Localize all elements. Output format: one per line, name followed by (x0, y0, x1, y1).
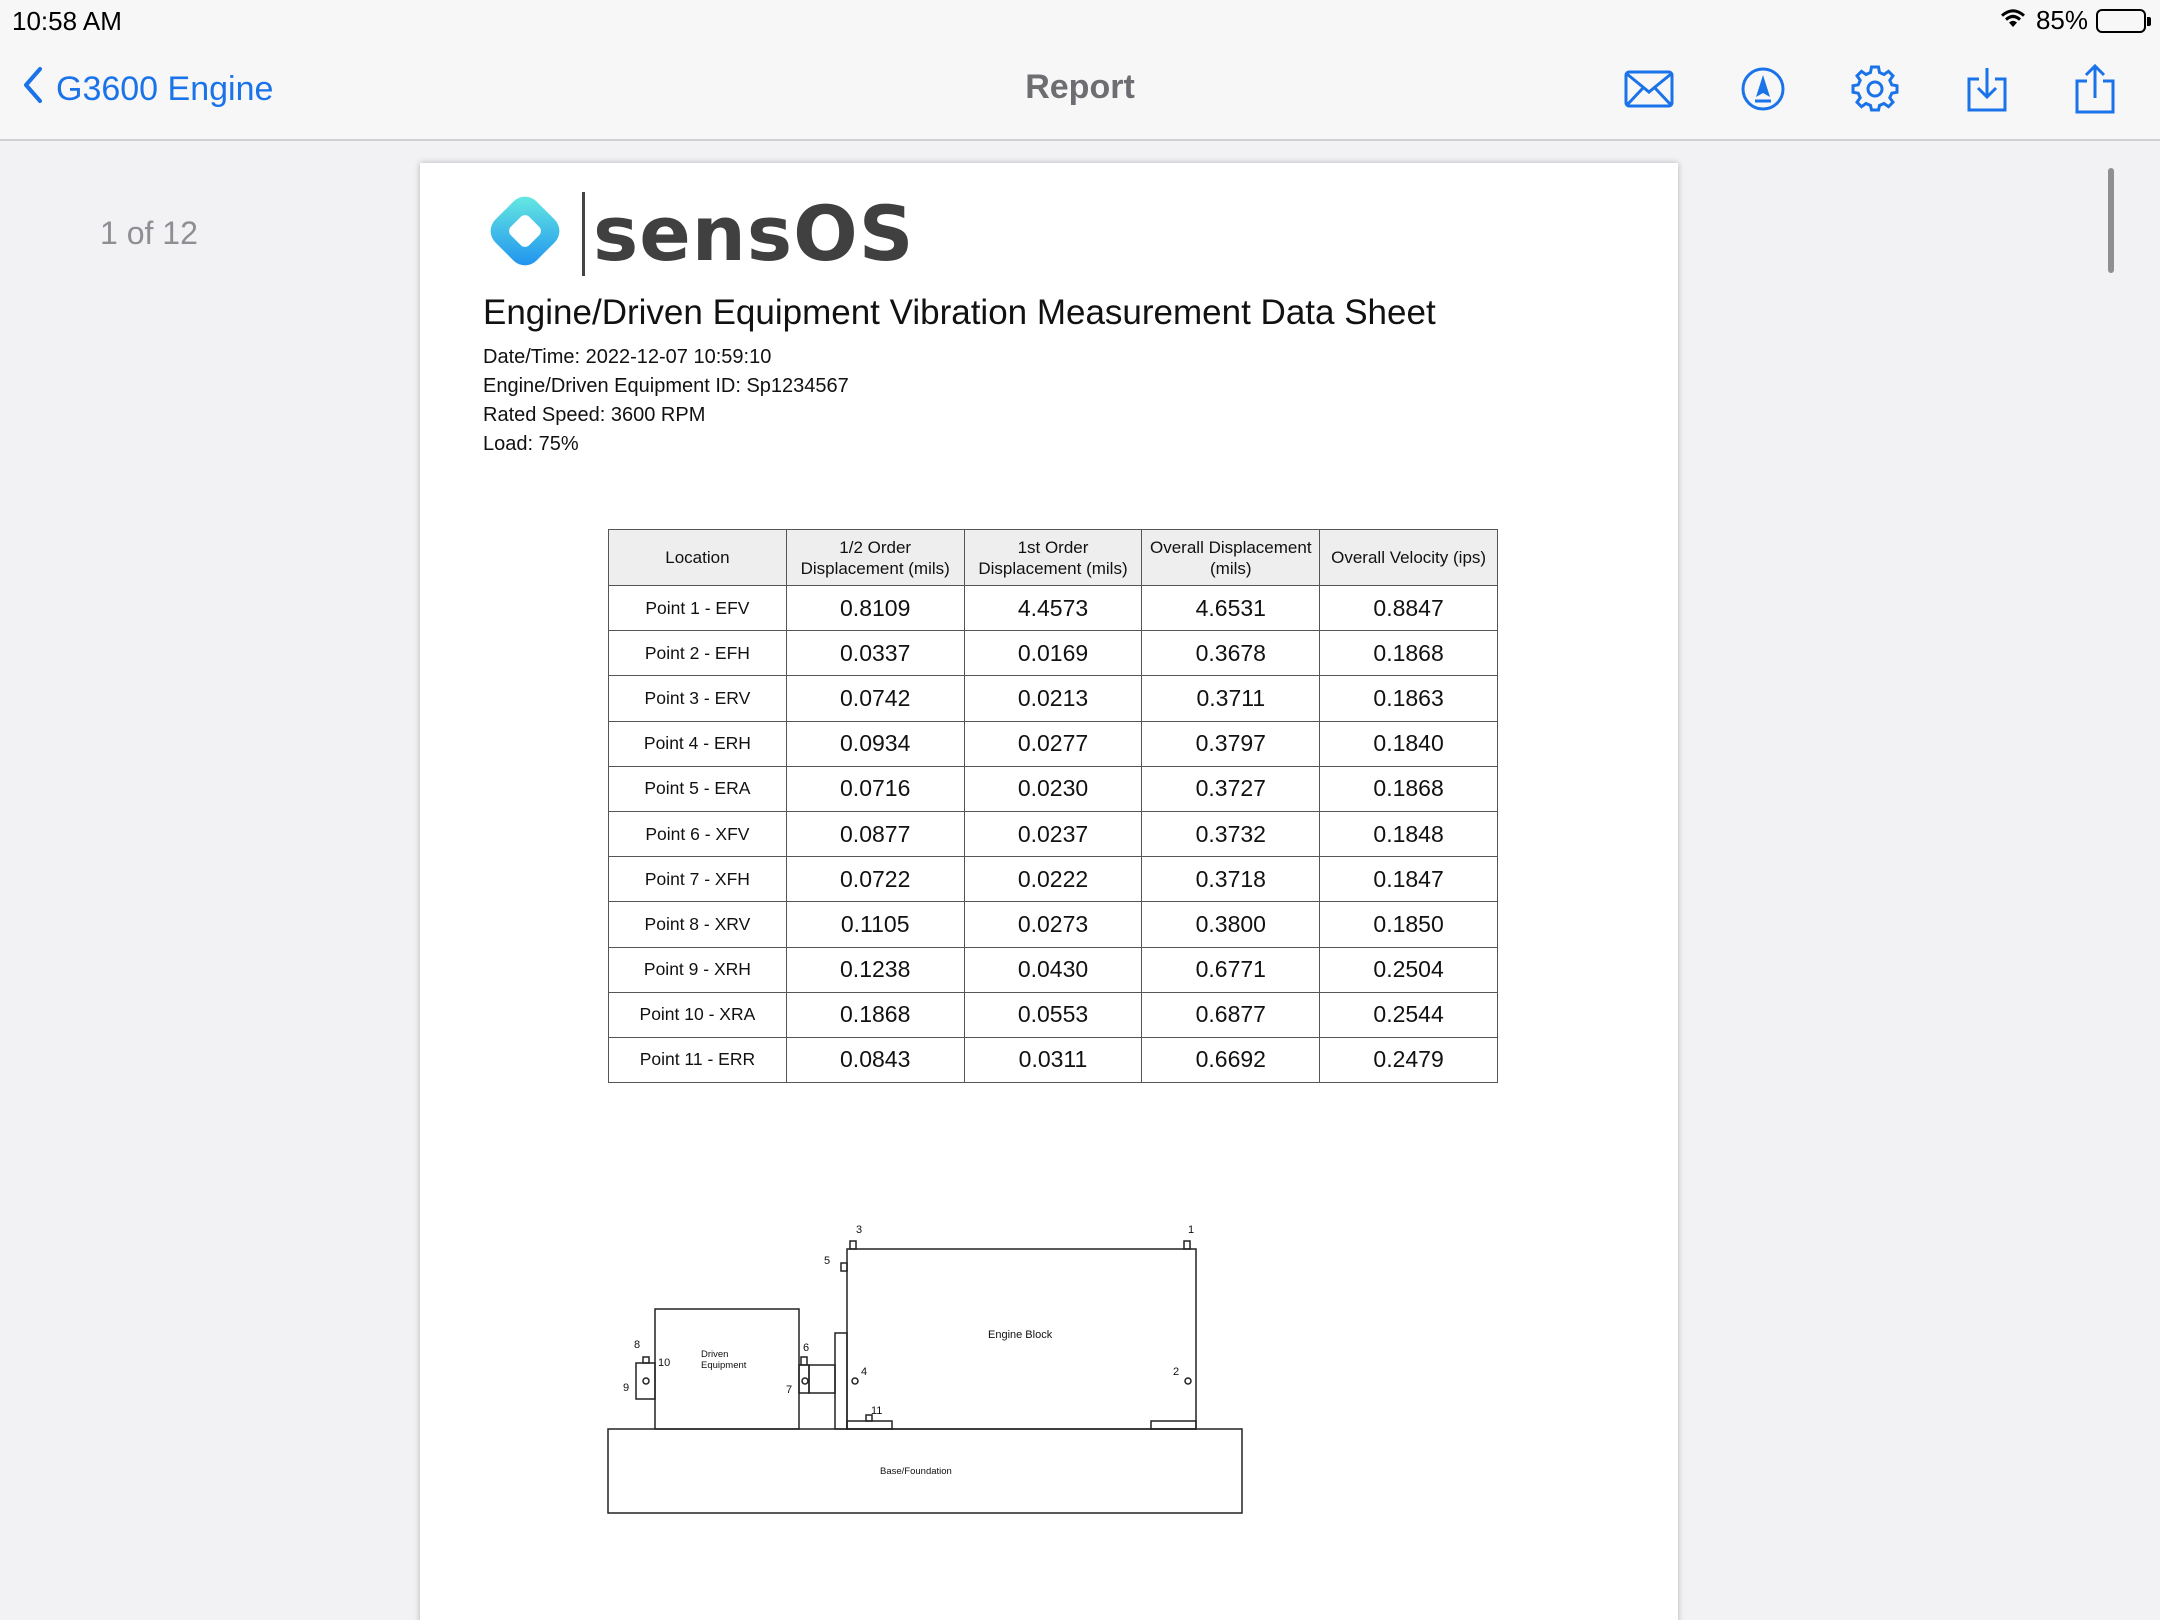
value-cell: 0.0311 (964, 1037, 1142, 1082)
value-cell: 0.3732 (1142, 811, 1320, 856)
value-cell: 0.6692 (1142, 1037, 1320, 1082)
value-cell: 0.3797 (1142, 721, 1320, 766)
value-cell: 0.1868 (1320, 766, 1498, 811)
table-header-row (609, 530, 1498, 586)
column-header: Location (609, 530, 787, 586)
column-header: Overall Displacement (mils) (1142, 530, 1320, 586)
meta-equipment-id: Engine/Driven Equipment ID: Sp1234567 (483, 375, 849, 397)
table-row (609, 766, 1498, 811)
location-cell: Point 8 - XRV (609, 902, 787, 947)
table-row (609, 721, 1498, 766)
value-cell: 0.6771 (1142, 947, 1320, 992)
status-indicators (1998, 5, 2146, 36)
wifi-icon (1998, 5, 2028, 36)
value-cell: 0.1850 (1320, 902, 1498, 947)
equipment-diagram (606, 1131, 1306, 1620)
value-cell: 0.6877 (1142, 992, 1320, 1037)
page-counter: 1 of 12 (100, 215, 198, 251)
value-cell: 0.3718 (1142, 857, 1320, 902)
table-row (609, 1037, 1498, 1082)
logo-text: sensOS (593, 189, 915, 278)
value-cell: 0.0337 (786, 631, 964, 676)
table-row (609, 992, 1498, 1037)
value-cell: 0.0169 (964, 631, 1142, 676)
location-cell: Point 5 - ERA (609, 766, 787, 811)
location-cell: Point 11 - ERR (609, 1037, 787, 1082)
location-cell: Point 10 - XRA (609, 992, 787, 1037)
meta-rated-speed: Rated Speed: 3600 RPM (483, 404, 706, 426)
column-header: Overall Velocity (ips) (1320, 530, 1498, 586)
battery-percent: 85% (2035, 5, 2088, 35)
point-label-8: 8 (634, 1339, 641, 1351)
sensos-logo (482, 188, 914, 279)
nav-title: Report (1025, 68, 1135, 106)
value-cell: 0.0843 (786, 1037, 964, 1082)
table-row (609, 857, 1498, 902)
value-cell: 0.2504 (1320, 947, 1498, 992)
value-cell: 0.1105 (786, 902, 964, 947)
download-icon[interactable] (1960, 62, 2014, 116)
markup-icon[interactable] (1736, 62, 1790, 116)
value-cell: 0.1848 (1320, 811, 1498, 856)
navigation-bar (0, 40, 2160, 141)
value-cell: 0.0222 (964, 857, 1142, 902)
value-cell: 0.0934 (786, 721, 964, 766)
engine-block-label: Engine Block (988, 1329, 1053, 1341)
value-cell: 4.6531 (1142, 586, 1320, 631)
value-cell: 0.0742 (786, 676, 964, 721)
table-row (609, 902, 1498, 947)
meta-load: Load: 75% (483, 433, 579, 455)
point-label-10: 10 (658, 1357, 671, 1369)
table-row (609, 676, 1498, 721)
table-row (609, 811, 1498, 856)
gear-icon[interactable] (1848, 62, 1902, 116)
logo-mark-icon (482, 188, 568, 279)
document-page (420, 163, 1678, 1620)
column-header: 1/2 Order Displacement (mils) (786, 530, 964, 586)
value-cell: 0.8847 (1320, 586, 1498, 631)
back-button-label: G3600 Engine (56, 70, 274, 108)
location-cell: Point 2 - EFH (609, 631, 787, 676)
point-label-4: 4 (861, 1366, 868, 1378)
scroll-indicator[interactable] (2108, 168, 2114, 273)
base-foundation-label: Base/Foundation (880, 1466, 952, 1477)
location-cell: Point 1 - EFV (609, 586, 787, 631)
value-cell: 0.2544 (1320, 992, 1498, 1037)
point-label-9: 9 (623, 1382, 630, 1394)
value-cell: 0.0277 (964, 721, 1142, 766)
point-label-5: 5 (824, 1255, 831, 1267)
value-cell: 0.2479 (1320, 1037, 1498, 1082)
point-label-7: 7 (786, 1384, 793, 1396)
point-label-11: 11 (871, 1405, 883, 1417)
value-cell: 0.0716 (786, 766, 964, 811)
table-body (609, 586, 1498, 1083)
value-cell: 0.3727 (1142, 766, 1320, 811)
value-cell: 0.1238 (786, 947, 964, 992)
location-cell: Point 4 - ERH (609, 721, 787, 766)
value-cell: 0.0430 (964, 947, 1142, 992)
point-label-1: 1 (1188, 1224, 1195, 1236)
meta-datetime: Date/Time: 2022-12-07 10:59:10 (483, 346, 772, 368)
point-label-2: 2 (1173, 1366, 1180, 1378)
document-title: Engine/Driven Equipment Vibration Measurement Data Sheet (483, 293, 1436, 332)
value-cell: 4.4573 (964, 586, 1142, 631)
point-label-3: 3 (856, 1224, 863, 1236)
value-cell: 0.8109 (786, 586, 964, 631)
value-cell: 0.1863 (1320, 676, 1498, 721)
value-cell: 0.0213 (964, 676, 1142, 721)
document-meta (483, 343, 849, 459)
value-cell: 0.1868 (786, 992, 964, 1037)
value-cell: 0.0553 (964, 992, 1142, 1037)
driven-equipment-label-2: Equipment (701, 1360, 747, 1371)
driven-equipment-label-1: Driven (701, 1349, 729, 1360)
value-cell: 0.1868 (1320, 631, 1498, 676)
location-cell: Point 6 - XFV (609, 811, 787, 856)
logo-divider (582, 192, 585, 276)
value-cell: 0.3678 (1142, 631, 1320, 676)
location-cell: Point 3 - ERV (609, 676, 787, 721)
battery-icon (2096, 9, 2146, 33)
value-cell: 0.3800 (1142, 902, 1320, 947)
location-cell: Point 7 - XFH (609, 857, 787, 902)
value-cell: 0.0237 (964, 811, 1142, 856)
status-time: 10:58 AM (12, 6, 122, 36)
mail-icon[interactable] (1622, 62, 1676, 116)
status-bar (0, 0, 2160, 40)
chevron-left-icon (22, 66, 44, 113)
value-cell: 0.0722 (786, 857, 964, 902)
back-button[interactable] (22, 66, 273, 113)
point-label-6: 6 (803, 1342, 810, 1354)
table-row (609, 586, 1498, 631)
value-cell: 0.1847 (1320, 857, 1498, 902)
table-row (609, 947, 1498, 992)
value-cell: 0.0273 (964, 902, 1142, 947)
value-cell: 0.0877 (786, 811, 964, 856)
table-row (609, 631, 1498, 676)
value-cell: 0.3711 (1142, 676, 1320, 721)
value-cell: 0.1840 (1320, 721, 1498, 766)
vibration-data-table (608, 529, 1498, 1083)
column-header: 1st Order Displacement (mils) (964, 530, 1142, 586)
value-cell: 0.0230 (964, 766, 1142, 811)
location-cell: Point 9 - XRH (609, 947, 787, 992)
share-icon[interactable] (2068, 62, 2122, 116)
